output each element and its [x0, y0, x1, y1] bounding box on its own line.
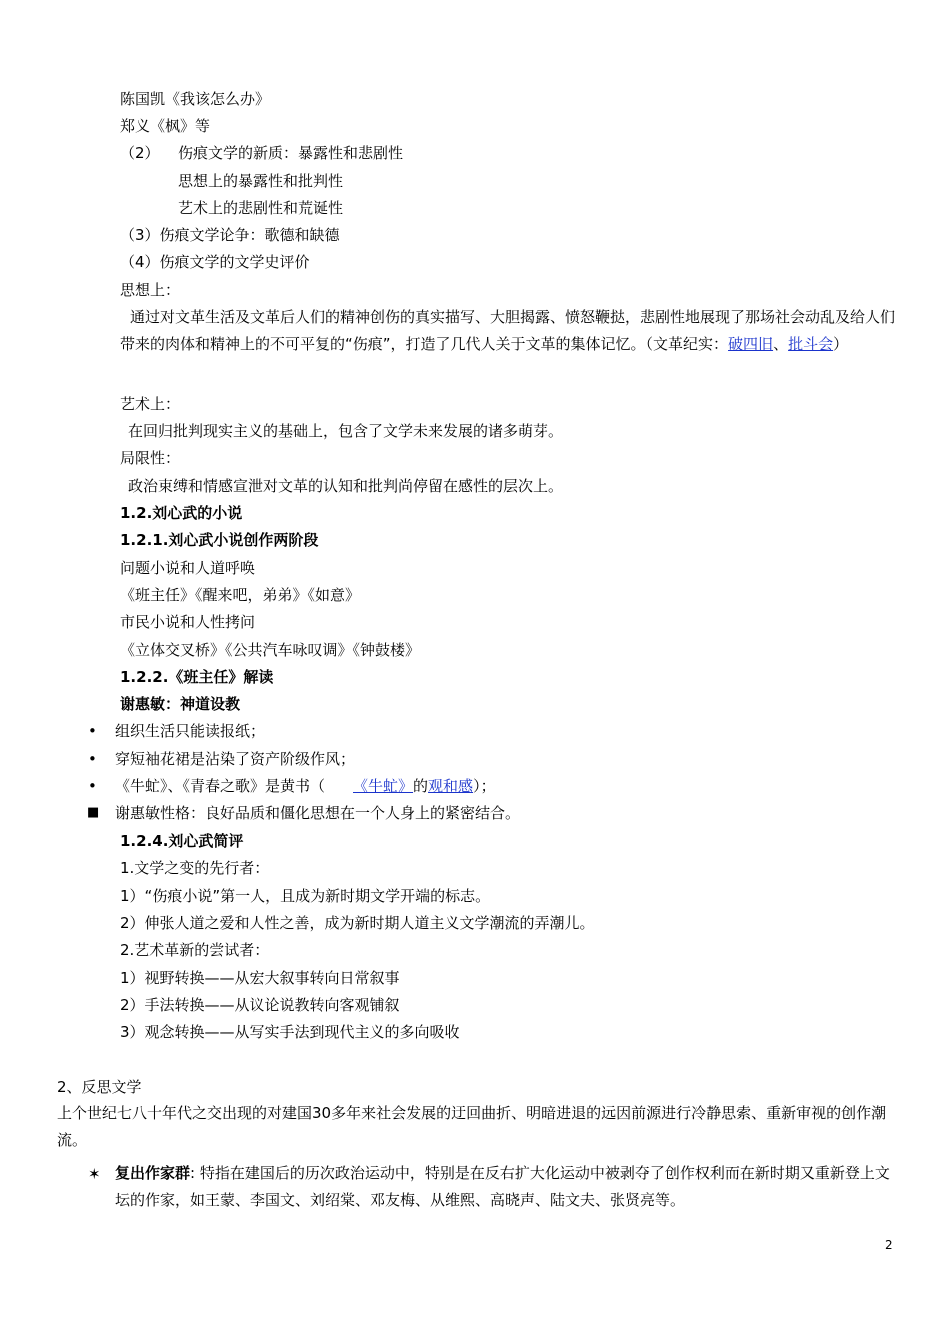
- text-line: 艺术上的悲剧性和荒诞性: [178, 199, 344, 217]
- text-line: 艺术上：: [120, 395, 181, 413]
- list-item: 穿短袖花裙是沾染了资产阶级作风；: [115, 750, 356, 768]
- paragraph: 上个世纪七八十年代之交出现的对建国30多年来社会发展的迂回曲折、明暗进退的远因前源进行冷静思索、重新审视的创作潮流。: [57, 1104, 887, 1149]
- paragraph-text: : 特指在建国后的历次政治运动中，特别是在反右扩大化运动中被剥夺了创作权利而在新时期又重新登上文坛的作家，如王蒙、李国文、刘绍棠、邓友梅、从维熙、高晓声、陆文夫、张贤亮等。: [115, 1164, 890, 1209]
- text-line: 1）视野转换——从宏大叙事转向日常叙事: [120, 969, 400, 987]
- section-title: 2、反思文学: [57, 1078, 142, 1096]
- paragraph: [115, 1160, 895, 1214]
- separator: 、: [773, 335, 789, 353]
- text-line: 《立体交叉桥》《公共汽车咏叹调》《钟鼓楼》: [120, 641, 421, 659]
- text-line: 陈国凯《我该怎么办》: [120, 90, 271, 108]
- section-heading: 谢惠敏：神道设教: [120, 695, 241, 713]
- connector: 的: [413, 777, 429, 795]
- section-heading: 1.2.2.《班主任》解读: [120, 668, 274, 686]
- text-line: 伤痕文学的新质：暴露性和悲剧性: [178, 144, 404, 162]
- bullet-dot-icon: •: [88, 750, 97, 768]
- link-guan-he-gan[interactable]: 观和感: [428, 777, 474, 795]
- paragraph: [120, 304, 895, 358]
- list-item-text: 《牛虻》、《青春之歌》是黄书（: [115, 777, 326, 795]
- text-line: 思想上的暴露性和批判性: [178, 172, 344, 190]
- text-line: 市民小说和人性拷问: [120, 613, 256, 631]
- text-line: 政治束缚和情感宣泄对文革的认知和批判尚停留在感性的层次上。: [128, 477, 564, 495]
- text-line: 思想上：: [120, 281, 181, 299]
- square-bullet-icon: ■: [87, 805, 100, 820]
- link-niu-meng[interactable]: 《牛虻》: [353, 777, 414, 795]
- text-line: 郑义《枫》等: [120, 117, 211, 135]
- list-item: [115, 776, 496, 796]
- link-pi-dou-hui[interactable]: 批斗会: [788, 335, 834, 353]
- text-line-number: （2）: [120, 144, 160, 162]
- star-bullet-icon: ✶: [88, 1165, 101, 1183]
- text-line: 局限性：: [120, 449, 181, 467]
- close-paren: ）: [833, 335, 849, 353]
- text-line: 2）手法转换——从议论说教转向客观铺叙: [120, 996, 400, 1014]
- list-item: 谢惠敏性格：良好品质和僵化思想在一个人身上的紧密结合。: [115, 804, 521, 822]
- text-line: 2.艺术革新的尝试者：: [120, 941, 270, 959]
- text-line: 《班主任》《醒来吧，弟弟》《如意》: [120, 586, 361, 604]
- text-line: 问题小说和人道呼唤: [120, 559, 256, 577]
- section-heading: 1.2.刘心武的小说: [120, 504, 243, 522]
- bullet-dot-icon: •: [88, 777, 97, 795]
- section-heading: 1.2.4.刘心武简评: [120, 832, 244, 850]
- close-paren: ）；: [473, 777, 496, 795]
- text-line: 在回归批判现实主义的基础上，包含了文学未来发展的诸多萌芽。: [128, 422, 564, 440]
- text-line: （3）伤痕文学论争：歌德和缺德: [120, 226, 340, 244]
- text-line: （4）伤痕文学的文学史评价: [120, 253, 310, 271]
- text-line: 1.文学之变的先行者：: [120, 859, 270, 877]
- section-heading: 1.2.1.刘心武小说创作两阶段: [120, 531, 319, 549]
- page-number: 2: [885, 1238, 893, 1252]
- text-line: 2）伸张人道之爱和人性之善，成为新时期人道主义文学潮流的弄潮儿。: [120, 914, 595, 932]
- text-line: 3）观念转换——从写实手法到现代主义的多向吸收: [120, 1023, 460, 1041]
- list-item: 组织生活只能读报纸；: [115, 722, 266, 740]
- text-line: 1）“伤痕小说”第一人，且成为新时期文学开端的标志。: [120, 887, 491, 905]
- link-po-si-jiu[interactable]: 破四旧: [728, 335, 774, 353]
- bold-term: 复出作家群: [115, 1164, 191, 1182]
- bullet-dot-icon: •: [88, 722, 97, 740]
- paragraph-text: 通过对文革生活及文革后人们的精神创伤的真实描写、大胆揭露、愤怒鞭挞，悲剧性地展现了那场社会动乱及给人们带来的肉体和精神上的不可平复的“伤痕”，打造了几代人关于文革的集体记忆。（文革纪实：: [120, 308, 896, 353]
